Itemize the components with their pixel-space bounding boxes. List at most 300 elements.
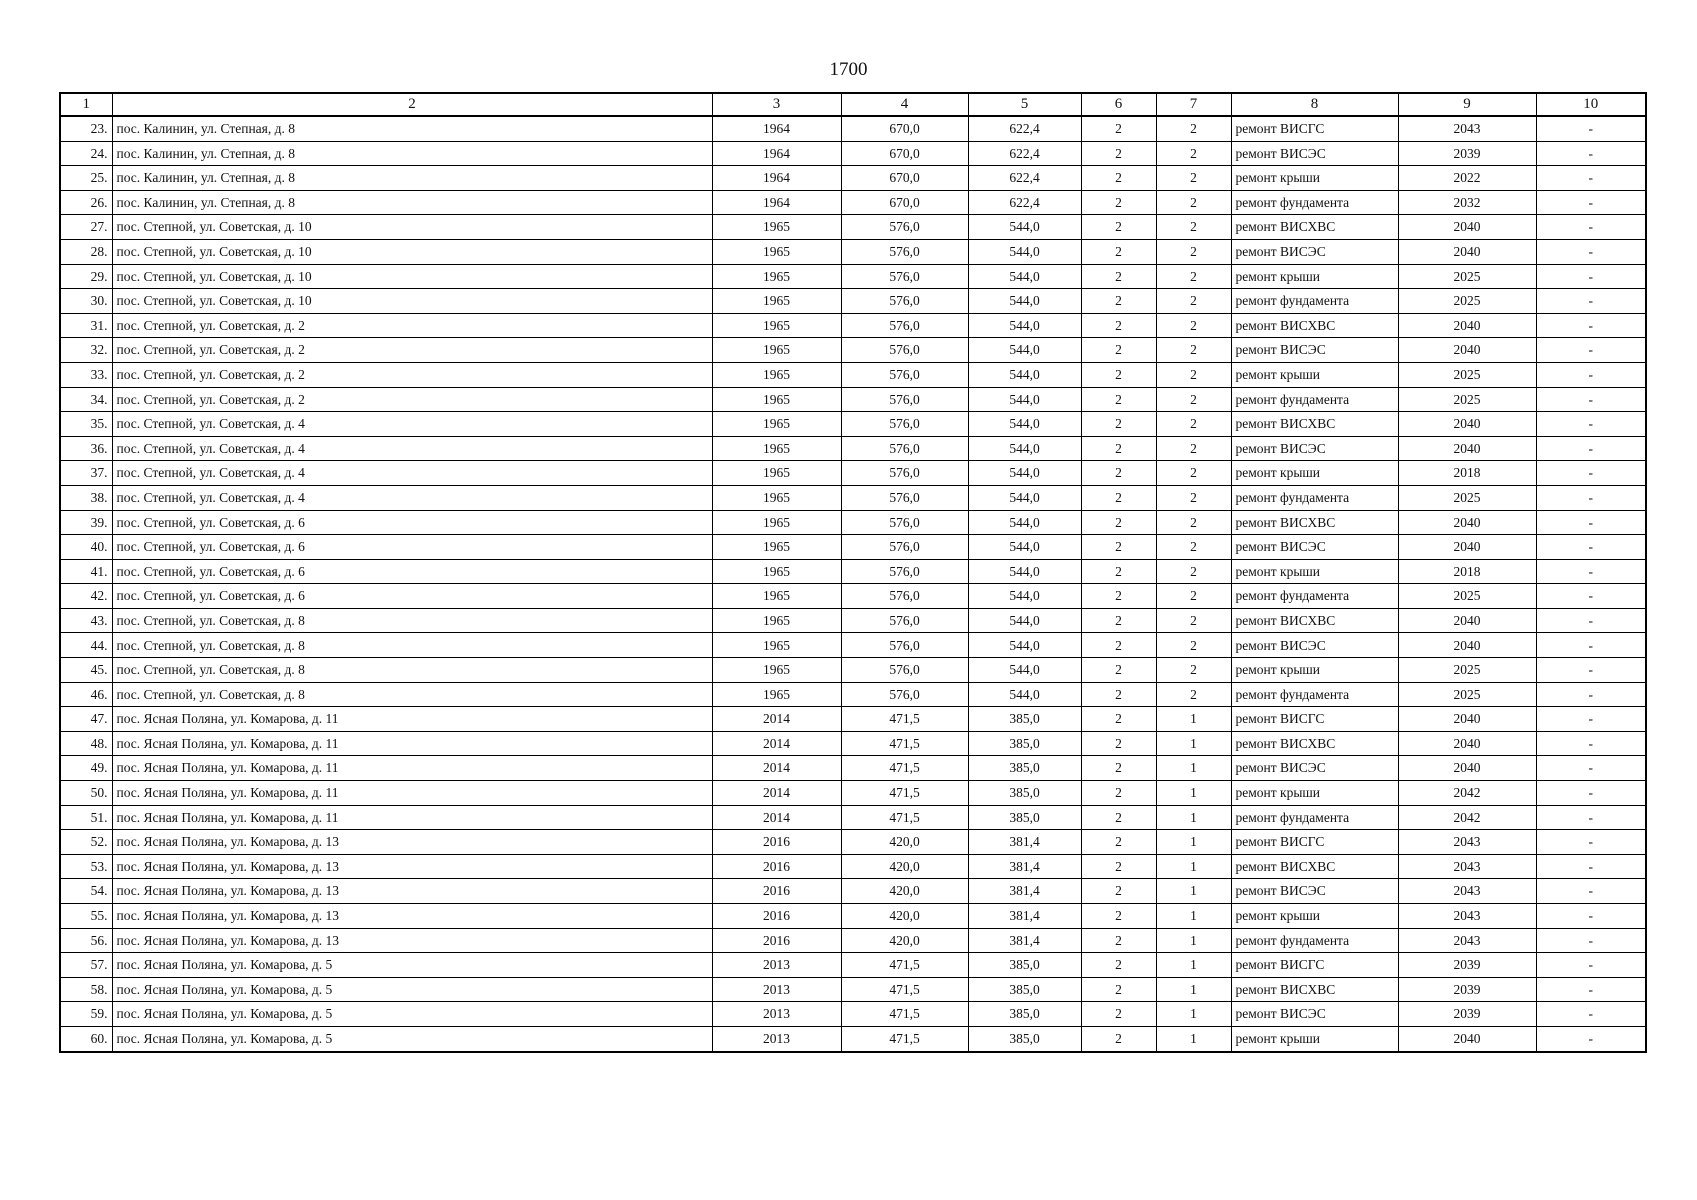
cell-note: -: [1536, 313, 1646, 338]
cell-row-number: 48.: [60, 731, 112, 756]
cell-planned-year: 2025: [1398, 658, 1536, 683]
cell-work-type: ремонт ВИСЭС: [1231, 879, 1398, 904]
cell-address: пос. Степной, ул. Советская, д. 2: [112, 362, 712, 387]
cell-planned-year: 2040: [1398, 1026, 1536, 1051]
table-row: [60, 436, 1646, 461]
cell-address: пос. Калинин, ул. Степная, д. 8: [112, 116, 712, 141]
cell-total-area: 576,0: [841, 436, 968, 461]
cell-living-area: 622,4: [968, 141, 1081, 166]
cell-note: -: [1536, 1026, 1646, 1051]
cell-living-area: 385,0: [968, 977, 1081, 1002]
table-row: [60, 830, 1646, 855]
cell-total-area: 576,0: [841, 215, 968, 240]
cell-living-area: 385,0: [968, 1002, 1081, 1027]
table-row: [60, 584, 1646, 609]
cell-entrances: 2: [1156, 239, 1231, 264]
cell-work-type: ремонт ВИСЭС: [1231, 1002, 1398, 1027]
table-row: [60, 313, 1646, 338]
cell-work-type: ремонт ВИСЭС: [1231, 436, 1398, 461]
column-header-1: 1: [60, 93, 112, 116]
cell-build-year: 2016: [712, 830, 841, 855]
column-header-6: 6: [1081, 93, 1156, 116]
cell-note: -: [1536, 215, 1646, 240]
cell-floors: 2: [1081, 977, 1156, 1002]
table-row: [60, 362, 1646, 387]
cell-build-year: 1965: [712, 338, 841, 363]
table-row: [60, 658, 1646, 683]
cell-floors: 2: [1081, 608, 1156, 633]
cell-build-year: 1965: [712, 559, 841, 584]
cell-build-year: 1965: [712, 289, 841, 314]
cell-entrances: 1: [1156, 928, 1231, 953]
cell-entrances: 2: [1156, 584, 1231, 609]
cell-note: -: [1536, 116, 1646, 141]
cell-row-number: 28.: [60, 239, 112, 264]
cell-work-type: ремонт ВИСЭС: [1231, 633, 1398, 658]
cell-floors: 2: [1081, 289, 1156, 314]
cell-address: пос. Ясная Поляна, ул. Комарова, д. 13: [112, 879, 712, 904]
cell-living-area: 385,0: [968, 707, 1081, 732]
cell-work-type: ремонт ВИСХВС: [1231, 313, 1398, 338]
table-row: [60, 854, 1646, 879]
cell-entrances: 2: [1156, 387, 1231, 412]
cell-planned-year: 2025: [1398, 387, 1536, 412]
table-row: [60, 682, 1646, 707]
cell-total-area: 471,5: [841, 977, 968, 1002]
cell-build-year: 1965: [712, 584, 841, 609]
cell-total-area: 576,0: [841, 559, 968, 584]
cell-address: пос. Ясная Поляна, ул. Комарова, д. 13: [112, 854, 712, 879]
cell-address: пос. Степной, ул. Советская, д. 6: [112, 559, 712, 584]
cell-row-number: 45.: [60, 658, 112, 683]
cell-floors: 2: [1081, 559, 1156, 584]
cell-floors: 2: [1081, 116, 1156, 141]
table-row: [60, 338, 1646, 363]
cell-total-area: 471,5: [841, 731, 968, 756]
cell-build-year: 1965: [712, 658, 841, 683]
cell-floors: 2: [1081, 928, 1156, 953]
cell-build-year: 1965: [712, 239, 841, 264]
cell-address: пос. Ясная Поляна, ул. Комарова, д. 13: [112, 830, 712, 855]
cell-entrances: 2: [1156, 190, 1231, 215]
cell-planned-year: 2040: [1398, 707, 1536, 732]
cell-work-type: ремонт ВИСХВС: [1231, 412, 1398, 437]
cell-work-type: ремонт крыши: [1231, 264, 1398, 289]
cell-total-area: 576,0: [841, 461, 968, 486]
table-row: [60, 1002, 1646, 1027]
cell-build-year: 1964: [712, 141, 841, 166]
cell-work-type: ремонт ВИСХВС: [1231, 731, 1398, 756]
cell-build-year: 1965: [712, 215, 841, 240]
cell-floors: 2: [1081, 584, 1156, 609]
cell-floors: 2: [1081, 264, 1156, 289]
cell-row-number: 32.: [60, 338, 112, 363]
cell-entrances: 2: [1156, 313, 1231, 338]
column-header-10: 10: [1536, 93, 1646, 116]
cell-living-area: 381,4: [968, 879, 1081, 904]
cell-row-number: 43.: [60, 608, 112, 633]
cell-total-area: 576,0: [841, 412, 968, 437]
cell-living-area: 385,0: [968, 805, 1081, 830]
table-row: [60, 756, 1646, 781]
cell-planned-year: 2042: [1398, 781, 1536, 806]
cell-total-area: 576,0: [841, 485, 968, 510]
cell-row-number: 58.: [60, 977, 112, 1002]
cell-address: пос. Степной, ул. Советская, д. 4: [112, 436, 712, 461]
cell-address: пос. Степной, ул. Советская, д. 10: [112, 215, 712, 240]
cell-row-number: 53.: [60, 854, 112, 879]
cell-floors: 2: [1081, 338, 1156, 363]
table-row: [60, 731, 1646, 756]
cell-address: пос. Степной, ул. Советская, д. 4: [112, 461, 712, 486]
cell-work-type: ремонт крыши: [1231, 559, 1398, 584]
cell-living-area: 544,0: [968, 658, 1081, 683]
cell-note: -: [1536, 658, 1646, 683]
cell-note: -: [1536, 781, 1646, 806]
cell-note: -: [1536, 805, 1646, 830]
cell-living-area: 544,0: [968, 338, 1081, 363]
cell-note: -: [1536, 485, 1646, 510]
column-header-4: 4: [841, 93, 968, 116]
cell-entrances: 2: [1156, 412, 1231, 437]
cell-entrances: 1: [1156, 904, 1231, 929]
cell-note: -: [1536, 608, 1646, 633]
table-row: [60, 1026, 1646, 1051]
cell-planned-year: 2040: [1398, 338, 1536, 363]
cell-floors: 2: [1081, 805, 1156, 830]
cell-address: пос. Ясная Поляна, ул. Комарова, д. 13: [112, 904, 712, 929]
table-row: [60, 289, 1646, 314]
cell-work-type: ремонт ВИСЭС: [1231, 338, 1398, 363]
cell-row-number: 56.: [60, 928, 112, 953]
cell-row-number: 35.: [60, 412, 112, 437]
cell-address: пос. Степной, ул. Советская, д. 8: [112, 682, 712, 707]
cell-build-year: 2016: [712, 904, 841, 929]
cell-note: -: [1536, 584, 1646, 609]
cell-work-type: ремонт крыши: [1231, 781, 1398, 806]
cell-entrances: 2: [1156, 264, 1231, 289]
column-header-8: 8: [1231, 93, 1398, 116]
cell-entrances: 2: [1156, 559, 1231, 584]
cell-work-type: ремонт фундамента: [1231, 928, 1398, 953]
cell-row-number: 50.: [60, 781, 112, 806]
cell-note: -: [1536, 412, 1646, 437]
repair-schedule-table: [59, 92, 1647, 1053]
table-row: [60, 215, 1646, 240]
cell-entrances: 1: [1156, 977, 1231, 1002]
table-row: [60, 879, 1646, 904]
table-body: [60, 116, 1646, 1052]
cell-planned-year: 2025: [1398, 485, 1536, 510]
cell-note: -: [1536, 166, 1646, 191]
cell-address: пос. Степной, ул. Советская, д. 2: [112, 313, 712, 338]
cell-entrances: 2: [1156, 289, 1231, 314]
cell-note: -: [1536, 387, 1646, 412]
cell-entrances: 2: [1156, 116, 1231, 141]
cell-planned-year: 2040: [1398, 215, 1536, 240]
cell-total-area: 576,0: [841, 338, 968, 363]
table-row: [60, 264, 1646, 289]
cell-entrances: 2: [1156, 338, 1231, 363]
cell-total-area: 576,0: [841, 510, 968, 535]
cell-living-area: 544,0: [968, 559, 1081, 584]
cell-floors: 2: [1081, 1002, 1156, 1027]
cell-floors: 2: [1081, 707, 1156, 732]
cell-entrances: 2: [1156, 535, 1231, 560]
cell-entrances: 1: [1156, 854, 1231, 879]
cell-row-number: 25.: [60, 166, 112, 191]
cell-total-area: 576,0: [841, 264, 968, 289]
cell-work-type: ремонт фундамента: [1231, 805, 1398, 830]
cell-living-area: 544,0: [968, 436, 1081, 461]
cell-planned-year: 2043: [1398, 879, 1536, 904]
cell-total-area: 576,0: [841, 633, 968, 658]
cell-row-number: 37.: [60, 461, 112, 486]
cell-living-area: 544,0: [968, 264, 1081, 289]
cell-address: пос. Степной, ул. Советская, д. 2: [112, 338, 712, 363]
cell-work-type: ремонт ВИСГС: [1231, 830, 1398, 855]
table-row: [60, 535, 1646, 560]
cell-living-area: 544,0: [968, 239, 1081, 264]
cell-planned-year: 2043: [1398, 116, 1536, 141]
cell-floors: 2: [1081, 756, 1156, 781]
cell-address: пос. Степной, ул. Советская, д. 10: [112, 289, 712, 314]
cell-build-year: 1965: [712, 436, 841, 461]
table-row: [60, 141, 1646, 166]
table-row: [60, 928, 1646, 953]
cell-entrances: 2: [1156, 362, 1231, 387]
cell-floors: 2: [1081, 362, 1156, 387]
cell-living-area: 544,0: [968, 313, 1081, 338]
table-row: [60, 977, 1646, 1002]
cell-address: пос. Степной, ул. Советская, д. 6: [112, 584, 712, 609]
cell-living-area: 544,0: [968, 461, 1081, 486]
cell-build-year: 2016: [712, 854, 841, 879]
cell-floors: 2: [1081, 190, 1156, 215]
cell-floors: 2: [1081, 141, 1156, 166]
cell-entrances: 2: [1156, 485, 1231, 510]
cell-floors: 2: [1081, 535, 1156, 560]
cell-build-year: 2014: [712, 731, 841, 756]
cell-entrances: 1: [1156, 805, 1231, 830]
cell-floors: 2: [1081, 412, 1156, 437]
cell-build-year: 1965: [712, 362, 841, 387]
cell-work-type: ремонт крыши: [1231, 362, 1398, 387]
cell-build-year: 2016: [712, 928, 841, 953]
cell-entrances: 2: [1156, 461, 1231, 486]
cell-address: пос. Степной, ул. Советская, д. 8: [112, 633, 712, 658]
cell-total-area: 420,0: [841, 830, 968, 855]
cell-work-type: ремонт фундамента: [1231, 584, 1398, 609]
cell-note: -: [1536, 731, 1646, 756]
cell-planned-year: 2039: [1398, 953, 1536, 978]
cell-entrances: 1: [1156, 707, 1231, 732]
cell-planned-year: 2022: [1398, 166, 1536, 191]
cell-planned-year: 2025: [1398, 362, 1536, 387]
cell-floors: 2: [1081, 879, 1156, 904]
cell-build-year: 2013: [712, 1002, 841, 1027]
cell-floors: 2: [1081, 830, 1156, 855]
page-number: 1700: [829, 59, 868, 80]
cell-note: -: [1536, 1002, 1646, 1027]
cell-address: пос. Ясная Поляна, ул. Комарова, д. 5: [112, 977, 712, 1002]
cell-build-year: 1965: [712, 608, 841, 633]
cell-living-area: 381,4: [968, 904, 1081, 929]
header-row: [60, 93, 1646, 116]
cell-total-area: 576,0: [841, 362, 968, 387]
cell-work-type: ремонт ВИСЭС: [1231, 141, 1398, 166]
cell-build-year: 2016: [712, 879, 841, 904]
cell-floors: 2: [1081, 854, 1156, 879]
cell-total-area: 471,5: [841, 805, 968, 830]
cell-entrances: 1: [1156, 1026, 1231, 1051]
cell-work-type: ремонт крыши: [1231, 461, 1398, 486]
cell-living-area: 544,0: [968, 387, 1081, 412]
cell-address: пос. Калинин, ул. Степная, д. 8: [112, 166, 712, 191]
cell-work-type: ремонт ВИСГС: [1231, 707, 1398, 732]
cell-note: -: [1536, 633, 1646, 658]
cell-work-type: ремонт ВИСГС: [1231, 953, 1398, 978]
table-row: [60, 461, 1646, 486]
cell-note: -: [1536, 559, 1646, 584]
cell-entrances: 2: [1156, 608, 1231, 633]
cell-address: пос. Ясная Поляна, ул. Комарова, д. 11: [112, 756, 712, 781]
cell-entrances: 2: [1156, 436, 1231, 461]
table-row: [60, 559, 1646, 584]
cell-planned-year: 2040: [1398, 239, 1536, 264]
cell-address: пос. Степной, ул. Советская, д. 4: [112, 412, 712, 437]
cell-row-number: 55.: [60, 904, 112, 929]
cell-total-area: 576,0: [841, 313, 968, 338]
cell-total-area: 471,5: [841, 953, 968, 978]
cell-planned-year: 2040: [1398, 412, 1536, 437]
cell-living-area: 381,4: [968, 830, 1081, 855]
cell-planned-year: 2043: [1398, 904, 1536, 929]
cell-total-area: 471,5: [841, 1002, 968, 1027]
cell-planned-year: 2025: [1398, 682, 1536, 707]
cell-floors: 2: [1081, 510, 1156, 535]
cell-row-number: 52.: [60, 830, 112, 855]
cell-planned-year: 2040: [1398, 731, 1536, 756]
cell-work-type: ремонт ВИСХВС: [1231, 977, 1398, 1002]
cell-floors: 2: [1081, 485, 1156, 510]
cell-planned-year: 2025: [1398, 289, 1536, 314]
cell-living-area: 622,4: [968, 190, 1081, 215]
cell-floors: 2: [1081, 166, 1156, 191]
cell-build-year: 2014: [712, 781, 841, 806]
cell-address: пос. Степной, ул. Советская, д. 10: [112, 239, 712, 264]
cell-work-type: ремонт крыши: [1231, 166, 1398, 191]
cell-row-number: 41.: [60, 559, 112, 584]
table-row: [60, 166, 1646, 191]
table-row: [60, 239, 1646, 264]
cell-total-area: 471,5: [841, 781, 968, 806]
cell-floors: 2: [1081, 658, 1156, 683]
cell-note: -: [1536, 535, 1646, 560]
table-header: [60, 93, 1646, 116]
cell-row-number: 54.: [60, 879, 112, 904]
cell-build-year: 1965: [712, 461, 841, 486]
cell-work-type: ремонт ВИСХВС: [1231, 510, 1398, 535]
cell-living-area: 381,4: [968, 854, 1081, 879]
cell-address: пос. Ясная Поляна, ул. Комарова, д. 11: [112, 781, 712, 806]
cell-floors: 2: [1081, 387, 1156, 412]
cell-row-number: 47.: [60, 707, 112, 732]
cell-planned-year: 2039: [1398, 1002, 1536, 1027]
cell-total-area: 670,0: [841, 116, 968, 141]
cell-note: -: [1536, 461, 1646, 486]
cell-build-year: 1965: [712, 387, 841, 412]
cell-floors: 2: [1081, 731, 1156, 756]
cell-planned-year: 2043: [1398, 854, 1536, 879]
cell-build-year: 1964: [712, 190, 841, 215]
cell-note: -: [1536, 190, 1646, 215]
cell-planned-year: 2032: [1398, 190, 1536, 215]
cell-note: -: [1536, 436, 1646, 461]
cell-total-area: 576,0: [841, 658, 968, 683]
cell-living-area: 385,0: [968, 756, 1081, 781]
cell-living-area: 544,0: [968, 633, 1081, 658]
cell-living-area: 385,0: [968, 953, 1081, 978]
cell-build-year: 1965: [712, 313, 841, 338]
cell-floors: 2: [1081, 1026, 1156, 1051]
cell-address: пос. Ясная Поляна, ул. Комарова, д. 11: [112, 707, 712, 732]
cell-floors: 2: [1081, 633, 1156, 658]
cell-entrances: 2: [1156, 633, 1231, 658]
cell-row-number: 40.: [60, 535, 112, 560]
cell-address: пос. Ясная Поляна, ул. Комарова, д. 11: [112, 805, 712, 830]
cell-work-type: ремонт крыши: [1231, 658, 1398, 683]
cell-work-type: ремонт фундамента: [1231, 190, 1398, 215]
cell-entrances: 1: [1156, 953, 1231, 978]
cell-work-type: ремонт фундамента: [1231, 387, 1398, 412]
cell-address: пос. Степной, ул. Советская, д. 8: [112, 608, 712, 633]
cell-note: -: [1536, 141, 1646, 166]
cell-address: пос. Ясная Поляна, ул. Комарова, д. 11: [112, 731, 712, 756]
cell-note: -: [1536, 928, 1646, 953]
cell-build-year: 2013: [712, 977, 841, 1002]
cell-planned-year: 2040: [1398, 510, 1536, 535]
cell-total-area: 471,5: [841, 707, 968, 732]
cell-planned-year: 2040: [1398, 313, 1536, 338]
cell-build-year: 1965: [712, 682, 841, 707]
cell-living-area: 544,0: [968, 510, 1081, 535]
cell-entrances: 2: [1156, 141, 1231, 166]
column-header-5: 5: [968, 93, 1081, 116]
cell-planned-year: 2025: [1398, 584, 1536, 609]
cell-note: -: [1536, 707, 1646, 732]
table-row: [60, 485, 1646, 510]
cell-total-area: 420,0: [841, 904, 968, 929]
cell-note: -: [1536, 904, 1646, 929]
cell-work-type: ремонт крыши: [1231, 904, 1398, 929]
cell-note: -: [1536, 830, 1646, 855]
cell-build-year: 1965: [712, 264, 841, 289]
cell-planned-year: 2040: [1398, 633, 1536, 658]
cell-planned-year: 2042: [1398, 805, 1536, 830]
cell-address: пос. Ясная Поляна, ул. Комарова, д. 5: [112, 1002, 712, 1027]
cell-work-type: ремонт фундамента: [1231, 485, 1398, 510]
cell-note: -: [1536, 756, 1646, 781]
cell-note: -: [1536, 510, 1646, 535]
cell-build-year: 2014: [712, 707, 841, 732]
cell-entrances: 1: [1156, 731, 1231, 756]
cell-row-number: 38.: [60, 485, 112, 510]
cell-address: пос. Ясная Поляна, ул. Комарова, д. 5: [112, 1026, 712, 1051]
cell-living-area: 544,0: [968, 584, 1081, 609]
cell-total-area: 576,0: [841, 682, 968, 707]
cell-row-number: 34.: [60, 387, 112, 412]
